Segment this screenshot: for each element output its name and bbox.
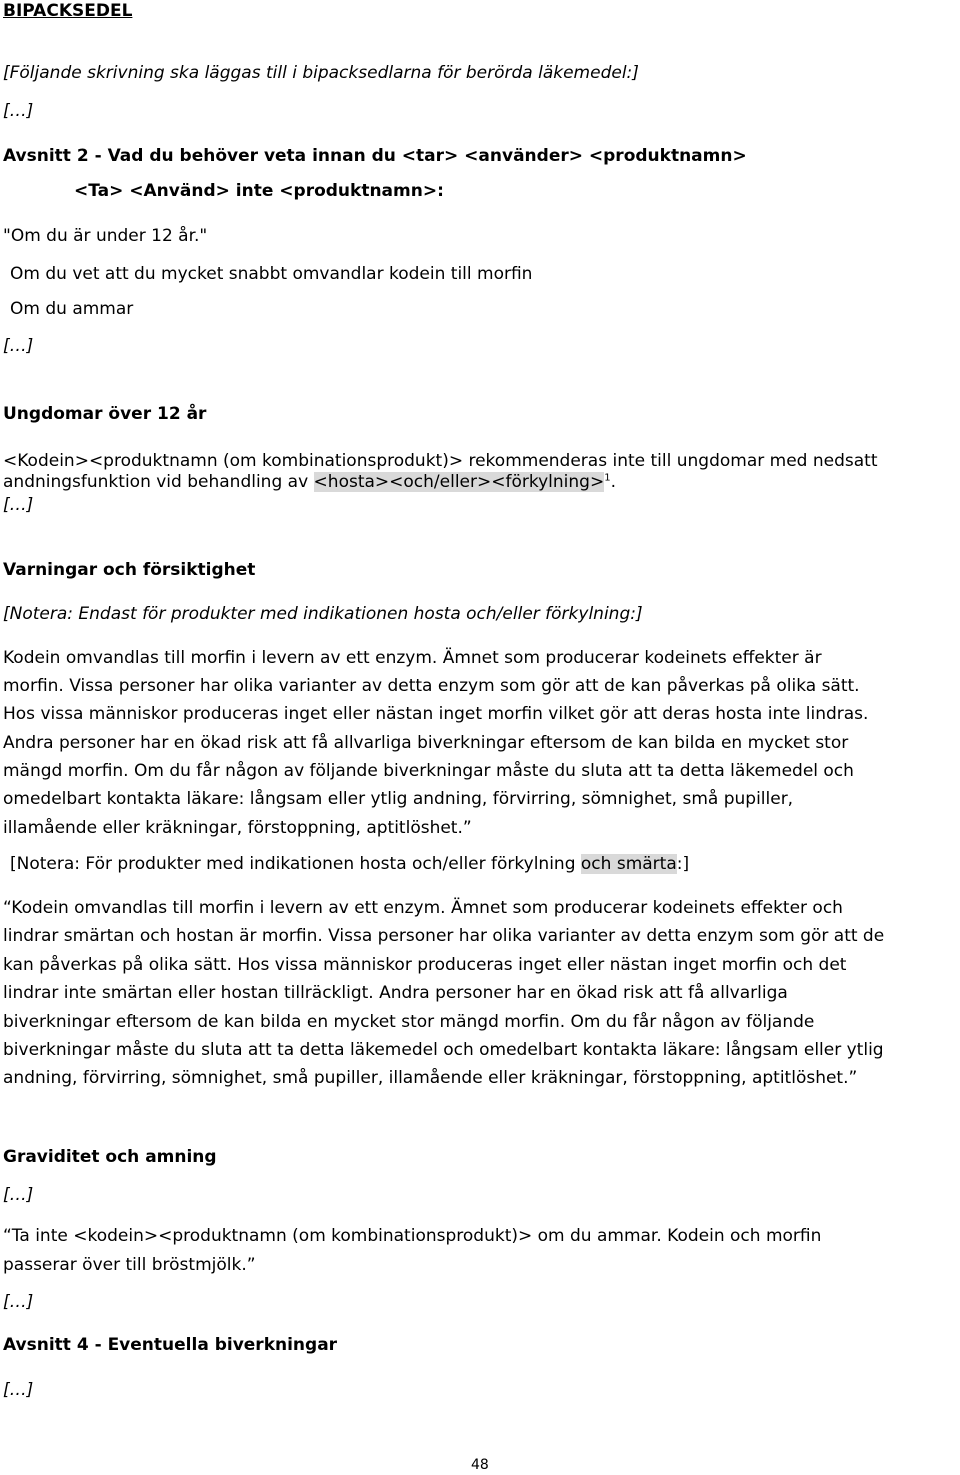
ellipsis-marker: […] (3, 336, 34, 356)
ellipsis-marker: […] (3, 1185, 34, 1205)
ellipsis-marker: […] (3, 101, 34, 121)
highlighted-indication: <hosta><och/eller><förkylning> (313, 472, 605, 492)
warnings-paragraph-line: morfin. Vissa personer har olika varianter av detta enzym som gör att de kan påverkas på olika sätt. (3, 676, 860, 696)
section4-heading: Avsnitt 4 - Eventuella biverkningar (3, 1335, 338, 1355)
header-title: BIPACKSEDEL (3, 1, 133, 21)
page-number: 48 (471, 1457, 489, 1473)
ellipsis-marker: […] (3, 1380, 34, 1400)
contraindication-breastfeeding: Om du ammar (10, 299, 134, 319)
warnings-paragraph-line: biverkningar måste du sluta att ta detta läkemedel och omedelbart kontakta läkare: långsam eller ytlig (3, 1040, 884, 1060)
warnings-paragraph-line: “Kodein omvandlas till morfin i levern av ett enzym. Ämnet som producerar kodeinets effekter och (3, 898, 843, 918)
warnings-paragraph-line: illamående eller kräkningar, förstoppning, aptitlöshet.” (3, 818, 472, 838)
contraindication-metabolizer: Om du vet att du mycket snabbt omvandlar kodein till morfin (10, 264, 533, 284)
warnings-paragraph-line: mängd morfin. Om du får någon av följande biverkningar måste du sluta att ta detta läkemedel och (3, 761, 854, 781)
warnings-note: [Notera: Endast för produkter med indikationen hosta och/eller förkylning:] (3, 604, 643, 624)
adolescents-text-line: andningsfunktion vid behandling av <hosta><och/eller><förkylning>$^1$. (3, 472, 616, 492)
contraindication-under12: "Om du är under 12 år." (3, 226, 208, 246)
warnings-paragraph-line: Hos vissa människor produceras inget eller nästan inget morfin vilket gör att deras hosta inte lindras. (3, 704, 869, 724)
ellipsis-marker: […] (3, 495, 34, 515)
pregnancy-paragraph-line: “Ta inte <kodein><produktnamn (om kombinationsprodukt)> om du ammar. Kodein och morfin (3, 1226, 822, 1246)
footnote-reference: 1 (604, 472, 611, 484)
warnings-paragraph-line: Andra personer har en ökad risk att få allvarliga biverkningar eftersom de kan bilda en mycket stor (3, 733, 849, 753)
warnings-heading: Varningar och försiktighet (3, 560, 256, 580)
adolescents-text-line: <Kodein><produktnamn (om kombinationsprodukt)> rekommenderas inte till ungdomar med nedsatt (3, 451, 878, 471)
ellipsis-marker: […] (3, 1292, 34, 1312)
pregnancy-heading: Graviditet och amning (3, 1147, 217, 1167)
warnings-paragraph-line: Kodein omvandlas till morfin i levern av ett enzym. Ämnet som producerar kodeinets effekter är (3, 648, 822, 668)
warnings-paragraph-line: omedelbart kontakta läkare: långsam eller ytlig andning, förvirring, sömnighet, små pupiller, (3, 789, 794, 809)
warnings-paragraph-line: lindrar inte smärtan eller hostan tillräckligt. Andra personer har en ökad risk att få allvarliga (3, 983, 788, 1003)
section2-heading: Avsnitt 2 - Vad du behöver veta innan du <tar> <använder> <produktnamn> (3, 146, 747, 166)
warnings-paragraph-line: biverkningar eftersom de kan bilda en mycket stor mängd morfin. Om du får någon av följande (3, 1012, 815, 1032)
highlighted-text: och smärta (580, 854, 677, 874)
warnings-paragraph-line: andning, förvirring, sömnighet, små pupiller, illamående eller kräkningar, förstoppning, aptitlöshet.” (3, 1068, 858, 1088)
warnings-paragraph-line: lindrar smärtan och hostan är morfin. Vissa personer har olika varianter av detta enzym som gör att de (3, 926, 885, 946)
warnings-paragraph-line: kan påverkas på olika sätt. Hos vissa människor produceras inget eller nästan inget morfin och det (3, 955, 847, 975)
adolescents-heading: Ungdomar över 12 år (3, 404, 207, 424)
pregnancy-paragraph-line: passerar över till bröstmjölk.” (3, 1255, 256, 1275)
intro-note: [Följande skrivning ska läggas till i bipacksedlarna för berörda läkemedel:] (3, 63, 639, 83)
warnings-note: [Notera: För produkter med indikationen hosta och/eller förkylning och smärta:] (10, 854, 690, 874)
section2-subheading: <Ta> <Använd> inte <produktnamn>: (74, 181, 444, 201)
